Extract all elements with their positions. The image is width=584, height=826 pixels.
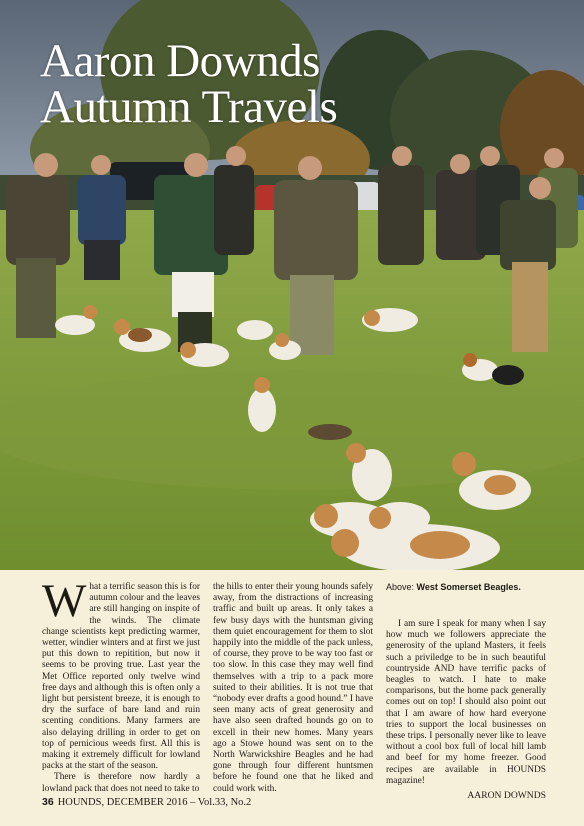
- caption-subject: West Somerset Beagles.: [416, 582, 521, 592]
- page-footer: [42, 796, 251, 809]
- opening-paragraph-text: hat a terrific season this is for autumn colour and the leaves are still hanging on inspite of the winds. The climate change scientists kept predicting warmer, wetter, windier winters and at first we just put this down to repitition, but now it seems to be proving true. Last year the Met Office reported only twelve wind free days and although this is often only a light but persistent breeze, it is enough to dry the surface of bare land and ruin scenting conditions. Many farmers are also delaying drilling in order to get on top of pernicious weeds first. All this is making it extremely difficult for lowland packs at the start of the season.: [42, 582, 200, 772]
- photo-caption: [386, 582, 546, 593]
- headline-line-2: Autumn Travels: [40, 81, 338, 133]
- caption-prefix: Above:: [386, 582, 415, 592]
- paragraph: the hills to enter their young hounds safely away, from the distractions of increasing traffic and built up areas. It only takes a few busy days with the huntsman giving them quiet encouragement for them to slot happily into the middle of the pack unless, of course, they prove to be way too fast or too slow. In this case they may well find themselves with a trip to a pack more suited to their abilities. It is not true that “nobody ever drafts a good hound.” I have seen many acts of great generosity and have also seen drafted hounds go on to excell in their new homes. Many years ago a Stowe hound was sent on to the North Warwickshire Beagles and he had gone through four different huntsmen before he found one that he liked and could work with.: [213, 582, 373, 794]
- opening-paragraph: [42, 575, 200, 772]
- article-headline: [40, 35, 338, 133]
- paragraph: I am sure I speak for many when I say how much we followers appreciate the generosity of the upland Masters, it feels such a priviledge to be in such beautiful countryside AND have terrific packs of beagles to watch. I hate to make comparisons, but the home pack generally comes out on top! I should also point out that I am aware of how hard everyone tries to support the local businesses on these trips. I personally never like to leave without a cool box full of local hill lamb and beef for my home freezer. Good recipes are available in HOUNDS magazine!: [386, 619, 546, 786]
- article-column-1: [42, 575, 200, 795]
- paragraph: There is therefore now hardly a lowland pack that does not need to take to: [42, 772, 200, 794]
- headline-line-1: Aaron Downds: [40, 35, 320, 87]
- page-number: 36: [42, 796, 54, 808]
- drop-cap: W: [42, 575, 87, 627]
- article-column-3: [386, 582, 546, 801]
- article-column-2: [213, 582, 373, 795]
- author-byline: AARON DOWNDS: [467, 790, 546, 802]
- publication-info: HOUNDS, DECEMBER 2016 – Vol.33, No.2: [57, 797, 252, 808]
